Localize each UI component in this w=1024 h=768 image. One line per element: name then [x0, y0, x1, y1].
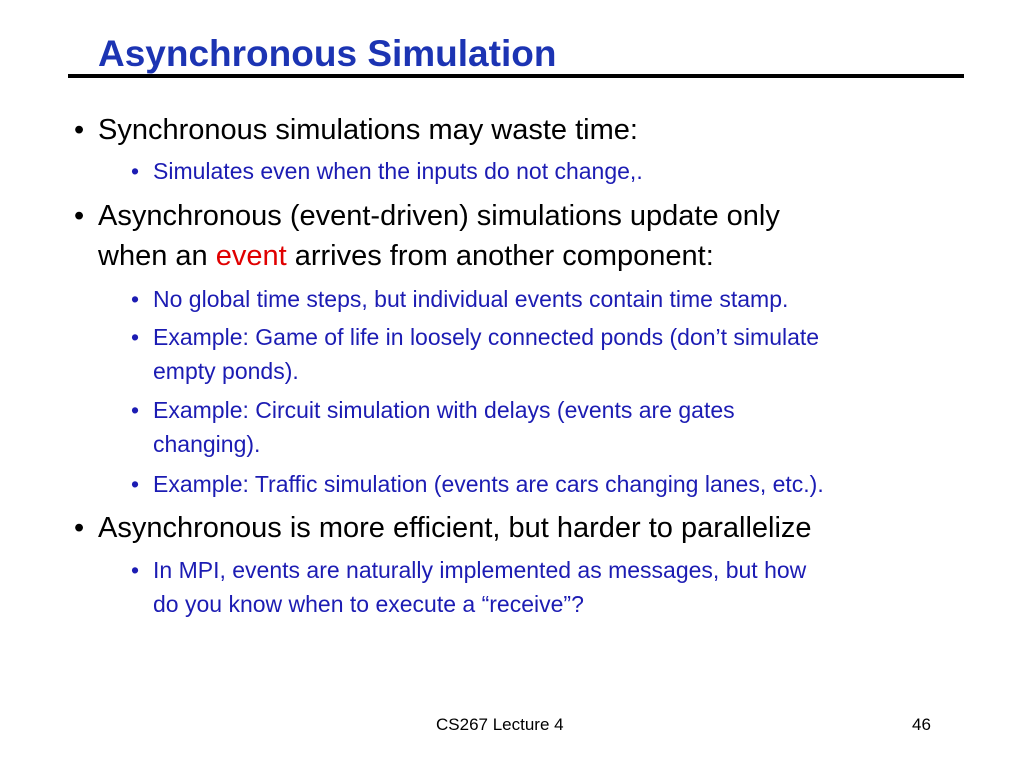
bullet-text: Asynchronous is more efficient, but harder to parallelize: [98, 512, 812, 544]
bullet-text: Example: Traffic simulation (events are cars changing lanes, etc.).: [153, 471, 824, 497]
bullet-text-line2: empty ponds).: [153, 358, 299, 384]
bullet-marker: •: [74, 200, 85, 232]
bullet-text-line1: In MPI, events are naturally implemented as messages, but how: [153, 557, 807, 583]
sub-bullet-game-of-life: [131, 320, 1003, 388]
bullet-text-line2: changing).: [153, 431, 261, 457]
sub-bullet-simulates: [131, 154, 1003, 188]
bullet-marker: •: [131, 397, 140, 423]
bullet-marker: •: [131, 557, 140, 583]
sub-bullet-mpi: [131, 553, 1003, 621]
bullet-text: Simulates even when the inputs do not change,.: [153, 158, 643, 184]
bullet-marker: •: [131, 286, 140, 312]
bullet-marker: •: [74, 114, 85, 146]
bullet-synchronous: [74, 110, 978, 150]
bullet-text: No global time steps, but individual events contain time stamp.: [153, 286, 789, 312]
bullet-text-line1: Asynchronous (event-driven) simulations update only: [98, 200, 780, 232]
bullet-text-line1: Example: Circuit simulation with delays (events are gates: [153, 397, 735, 423]
bullet-text-line2: [98, 236, 978, 276]
bullet-marker: •: [74, 512, 85, 544]
sub-bullet-no-global-time: [131, 282, 1003, 316]
bullet-marker: •: [131, 158, 140, 184]
footer-course: CS267 Lecture 4: [436, 715, 564, 734]
sub-bullet-circuit: [131, 393, 1003, 461]
event-keyword: event: [215, 240, 287, 272]
bullet-text-post: arrives from another component:: [286, 240, 714, 272]
slide-title: Asynchronous Simulation: [98, 33, 557, 74]
bullet-text-line1: Example: Game of life in loosely connected ponds (don’t simulate: [153, 324, 820, 350]
bullet-efficiency: [74, 508, 978, 548]
bullet-text-pre: when an: [98, 240, 216, 272]
bullet-marker: •: [131, 471, 140, 497]
bullet-text: Synchronous simulations may waste time:: [98, 114, 638, 146]
sub-bullet-traffic: [131, 467, 1003, 501]
title-underline: [68, 74, 964, 78]
bullet-asynchronous: [74, 196, 978, 276]
bullet-marker: •: [131, 324, 140, 350]
footer-page-number: 46: [912, 715, 931, 734]
bullet-text-line2: do you know when to execute a “receive”?: [153, 591, 584, 617]
